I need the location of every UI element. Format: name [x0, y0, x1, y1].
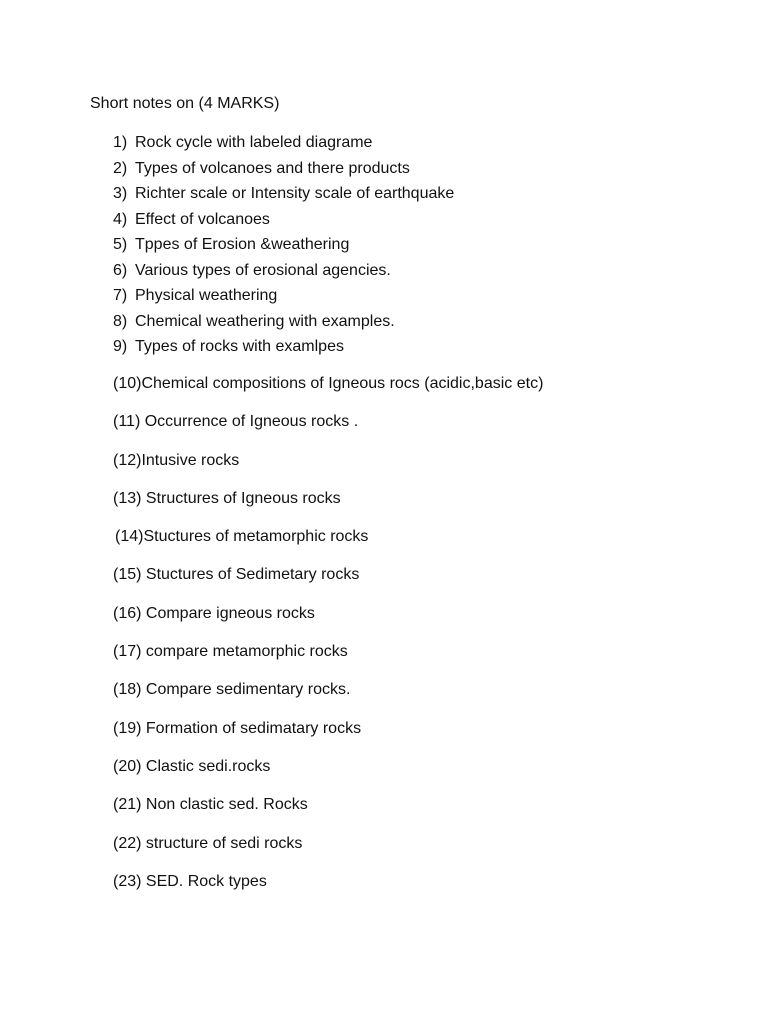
item-text: Effect of volcanoes	[135, 210, 270, 228]
item-number: 1)	[113, 134, 128, 151]
list-item	[113, 235, 454, 261]
item-text: Tppes of Erosion &weathering	[135, 236, 350, 253]
paragraph-list	[113, 374, 543, 910]
list-item	[113, 261, 454, 287]
paragraph-item: (19) Formation of sedimatary rocks	[113, 719, 362, 737]
list-item	[113, 133, 454, 159]
list-item	[113, 337, 454, 363]
paragraph-item: (10)Chemical compositions of Igneous rocs (acidic,basic etc)	[113, 375, 544, 392]
item-text: Richter scale or Intensity scale of earthquake	[135, 185, 455, 202]
list-item	[113, 210, 454, 236]
paragraph-item: (11) Occurrence of Igneous rocks .	[113, 413, 359, 431]
item-number: 3)	[113, 185, 128, 202]
item-text: Rock cycle with labeled diagrame	[135, 134, 373, 151]
item-number: 5)	[113, 236, 128, 253]
paragraph-item: (17) compare metamorphic rocks	[113, 643, 348, 661]
paragraph-item: (12)Intusive rocks	[113, 451, 240, 469]
list-item	[113, 159, 454, 185]
item-number: 2)	[113, 159, 128, 177]
paragraph-item: (16) Compare igneous rocks	[113, 604, 315, 622]
item-number: 4)	[113, 210, 128, 228]
paragraph-item: (18) Compare sedimentary rocks.	[113, 681, 351, 699]
paragraph-item: (23) SED. Rock types	[113, 872, 267, 890]
paragraph-item: (14)Stuctures of metamorphic rocks	[115, 528, 369, 546]
item-number: 6)	[113, 261, 128, 279]
numbered-list	[113, 133, 454, 363]
item-text: Types of rocks with examlpes	[135, 338, 344, 355]
item-text: Various types of erosional agencies.	[135, 261, 391, 279]
paragraph-item: (22) structure of sedi rocks	[113, 834, 303, 852]
item-number: 9)	[113, 338, 128, 355]
list-item	[113, 184, 454, 210]
paragraph-item: (13) Structures of Igneous rocks	[113, 489, 341, 507]
list-item	[113, 286, 454, 312]
paragraph-item: (20) Clastic sedi.rocks	[113, 757, 271, 775]
item-number: 8)	[113, 312, 128, 330]
paragraph-item: (21) Non clastic sed. Rocks	[113, 796, 308, 814]
paragraph-item: (15) Stuctures of Sedimetary rocks	[113, 566, 360, 584]
item-number: 7)	[113, 287, 128, 304]
item-text: Chemical weathering with examples.	[135, 312, 395, 330]
list-item	[113, 312, 454, 338]
item-text: Types of volcanoes and there products	[135, 159, 410, 177]
document-heading: Short notes on (4 MARKS)	[90, 95, 280, 112]
item-text: Physical weathering	[135, 287, 278, 304]
